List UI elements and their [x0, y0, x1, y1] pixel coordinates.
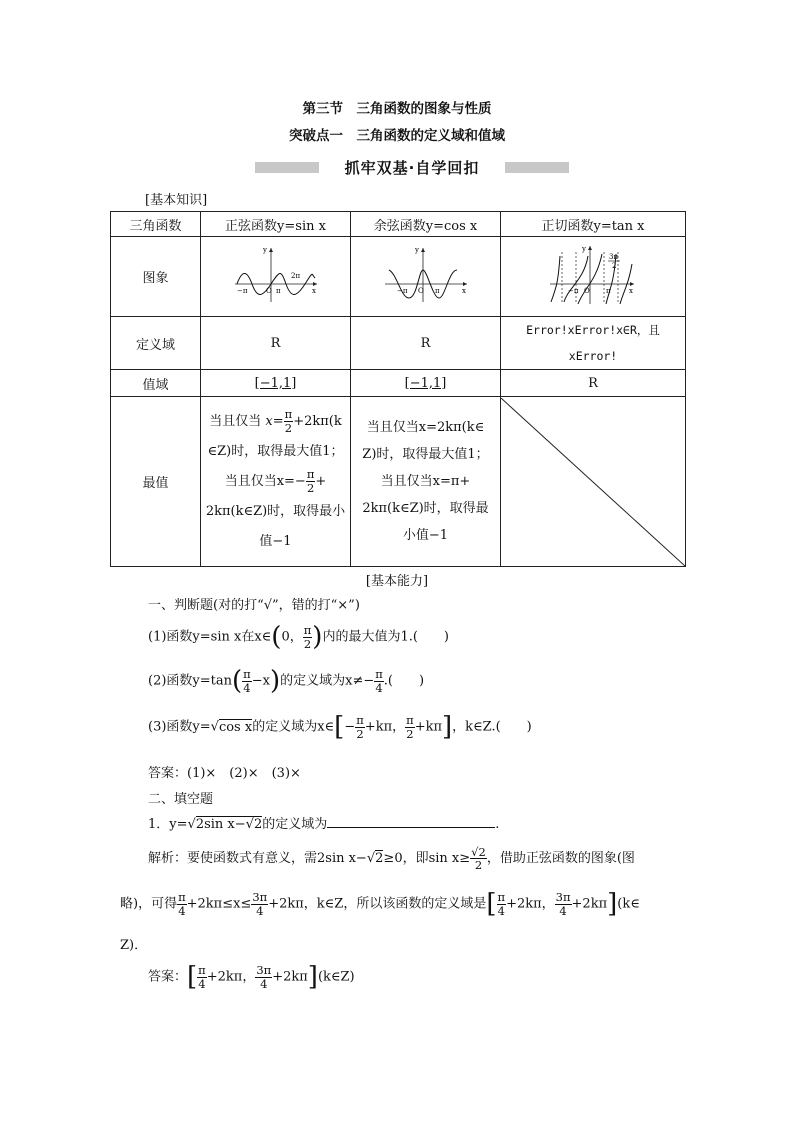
graph-row [111, 237, 686, 317]
denominator: 2 [284, 420, 293, 435]
numerator: π [306, 467, 315, 482]
text: (1)函数y=sin x在x∈ [148, 629, 272, 645]
domain-cell: R [351, 317, 501, 370]
text: ，借助正弦函数的图象(图 [486, 851, 635, 867]
denominator: 2 [406, 726, 414, 741]
pi-label: π [275, 286, 281, 295]
text: +kπ， [364, 719, 406, 735]
numerator: 3π [555, 890, 571, 905]
origin-label: O [265, 286, 272, 295]
numerator: π [198, 963, 206, 978]
denominator: 4 [198, 976, 206, 991]
text: +2kπ [272, 969, 308, 985]
fraction [197, 964, 207, 989]
domain-tan-line2: xError! [568, 349, 618, 363]
denominator: 2 [306, 480, 315, 495]
neg-pi-label: −π [568, 286, 579, 295]
fraction [284, 408, 294, 433]
denominator: 4 [375, 680, 383, 695]
header-cell: 正弦函数y=sin x [201, 212, 351, 237]
tan-graph-cell [501, 237, 686, 317]
sine-graph [233, 246, 319, 304]
denominator: 4 [243, 680, 251, 695]
text: 2sin x− [195, 817, 246, 832]
two-label: 2 [612, 261, 617, 270]
header-cell: 正切函数y=tan x [501, 212, 686, 237]
row-label: 最值 [111, 397, 201, 567]
text: 当且仅当x=− [224, 473, 306, 489]
numerator: π [303, 623, 312, 638]
denominator: 4 [497, 903, 505, 918]
cosine-graph [383, 246, 469, 304]
banner [255, 157, 569, 177]
denominator: 2 [303, 636, 312, 651]
text: . [495, 817, 500, 832]
text: 答案： [148, 969, 188, 985]
header-cell: 余弦函数y=cos x [351, 212, 501, 237]
text: 内的最大值为1.( ) [322, 629, 449, 645]
y-label: y [582, 244, 586, 253]
pi-label: π [434, 286, 440, 295]
text: ≥0，即sin x≥ [383, 851, 471, 867]
text: (k∈Z) [317, 969, 355, 985]
text: 的定义域为x∈ [252, 719, 335, 735]
text: ，k∈Z.( ) [452, 719, 532, 735]
fraction [242, 668, 252, 693]
text: +2kπ，k∈Z，所以该函数的定义域是 [268, 896, 487, 912]
numerator: π [284, 407, 293, 422]
x-label: x [461, 286, 466, 295]
text: 的定义域为 [262, 817, 328, 832]
pi-label: π [606, 286, 611, 295]
text: +2kπ， [206, 969, 256, 985]
y-label: y [262, 245, 267, 254]
neg-pi-label: −π [396, 286, 407, 295]
denominator: 2 [474, 858, 483, 873]
fill-answer: 答案：[ $\frac{\pi}{4}$ +2kπ， $\frac{3\pi}{4}$ +2kπ](k∈Z) [148, 962, 355, 992]
domain-row [111, 317, 686, 370]
origin-label: O [584, 286, 590, 295]
three-pi-label: 3π [609, 252, 619, 261]
banner-text: 抓牢双基·自学回扣 [344, 159, 480, 177]
text: − [344, 719, 356, 735]
text: x= [265, 413, 284, 429]
text: 2 [253, 817, 263, 832]
denominator: 4 [260, 976, 268, 991]
trig-function-table [110, 211, 686, 567]
fraction [470, 846, 487, 871]
numerator: √2 [471, 845, 486, 859]
text: 0， [281, 629, 303, 645]
extrema-row [111, 397, 686, 567]
denominator: 4 [559, 903, 567, 918]
fill-q1: 1．y=√2sin x−√2的定义域为 . [148, 817, 500, 832]
fraction [177, 891, 187, 916]
fraction [555, 891, 572, 916]
x-label: x [629, 286, 633, 295]
text: 值−1 [259, 533, 292, 549]
denominator: 2 [356, 726, 364, 741]
numerator: π [375, 667, 383, 682]
fill-solution-line1: 解析：要使函数式有意义，需2sin x−√2≥0，即sin x≥ $\frac{√2}{2}$ ，借助正弦函数的图象(图 [148, 845, 635, 873]
answer-blank[interactable] [327, 815, 495, 828]
banner-right-bar [505, 162, 569, 173]
fraction [405, 714, 415, 739]
fraction [251, 891, 268, 916]
text: 略)，可得 [120, 896, 178, 912]
text: Z)时，取得最大值1； [362, 447, 489, 462]
table-header-row [111, 212, 686, 237]
text: 1．y= [148, 817, 188, 832]
denominator: 4 [256, 903, 264, 918]
extrema-tan-cell [501, 397, 686, 567]
text: +2kπ(k [293, 413, 342, 429]
domain-cell [501, 317, 686, 370]
text: 的定义域为x≠− [280, 673, 375, 689]
judge-q2: (2)函数y=tan( $\frac{\pi}{4}$ −x)的定义域为x≠− $\frac{\pi}{4}$ .( ) [148, 666, 425, 696]
fraction [497, 891, 507, 916]
numerator: 3π [256, 963, 272, 978]
numerator: π [243, 667, 251, 682]
judge-q1: (1)函数y=sin x在x∈(0， $\frac{\pi}{2}$ )内的最大值为1.( ) [148, 622, 449, 652]
range-cell: R [501, 370, 686, 397]
text: 当且仅当x=π+ [380, 474, 471, 489]
fill-heading: 二、填空题 [148, 792, 214, 807]
extrema-sin-cell [201, 397, 351, 567]
range-cell [351, 370, 501, 397]
sin-graph-cell [201, 237, 351, 317]
fraction [374, 668, 384, 693]
text: 2kπ(k∈Z)时，取得最 [362, 501, 489, 516]
judge-heading: 一、判断题(对的打“√”，错的打“×”) [148, 598, 360, 613]
text: 小值−1 [402, 528, 449, 543]
judge-q3: (3)函数y=√cos x的定义域为x∈[− $\frac{\pi}{2}$ +kπ， $\frac{\pi}{2}$ +kπ]，k∈Z.( ) [148, 712, 532, 742]
section-title: 第三节 三角函数的图象与性质 [302, 101, 492, 117]
text: +kπ [414, 719, 443, 735]
fraction [303, 624, 313, 649]
tangent-graph [548, 244, 638, 306]
text: (2)函数y=tan [148, 673, 232, 689]
row-label: 定义域 [111, 317, 201, 370]
text: (k∈ [617, 896, 640, 912]
text: 2 [375, 851, 384, 867]
text: 当且仅当x=2kπ(k∈ [366, 420, 485, 435]
header-cell: 三角函数 [111, 212, 201, 237]
row-label: 值域 [111, 370, 201, 397]
domain-tan-line1: Error!xError!x∈R，且 [526, 323, 660, 337]
diagonal-slash [501, 398, 685, 566]
domain-cell: R [201, 317, 351, 370]
origin-label: O [417, 286, 424, 295]
extrema-cos-cell [351, 397, 501, 567]
numerator: π [178, 890, 186, 905]
fill-solution-line2: 略)，可得 $\frac{\pi}{4}$ +2kπ≤x≤ $\frac{3\pi}{4}$ +2kπ，k∈Z，所以该函数的定义域是[ $\frac{\pi}{4}$ +2kπ， $\frac{3\pi}{4}$ +2kπ](k∈ [120, 889, 640, 919]
cos-graph-cell [351, 237, 501, 317]
banner-left-bar [255, 162, 319, 173]
text: 2kπ(k∈Z)时，取得最小 [205, 503, 346, 519]
numerator: π [497, 890, 506, 905]
judge-answer: 答案：(1)× (2)× (3)× [148, 766, 301, 781]
text: +2kπ [571, 896, 608, 912]
numerator: π [356, 713, 364, 728]
subsection-title: 突破点一 三角函数的定义域和值域 [289, 128, 505, 144]
row-label: 图象 [111, 237, 201, 317]
neg-pi-label: −π [236, 286, 247, 295]
fraction [255, 964, 272, 989]
basic-knowledge-label: [基本知识] [145, 193, 208, 208]
text: + [315, 473, 327, 489]
two-pi-label: 2π [290, 271, 300, 280]
text: 解析：要使函数式有意义，需2sin x− [148, 851, 367, 867]
text: (3)函数y= [148, 719, 211, 735]
basic-ability-label: [基本能力] [365, 574, 429, 589]
range-row [111, 370, 686, 397]
fraction [355, 714, 365, 739]
sqrt-radicand: cos x [218, 719, 253, 735]
text: +2kπ≤x≤ [186, 896, 252, 912]
y-label: y [414, 245, 419, 254]
range-sin: [−1,1] [254, 375, 297, 391]
text: −x [251, 673, 270, 689]
range-cos: [−1,1] [404, 375, 447, 391]
fraction [306, 468, 316, 493]
text: .( ) [383, 673, 425, 689]
text: ∈Z)时，取得最大值1； [207, 443, 344, 459]
numerator: π [406, 713, 414, 728]
denominator: 4 [178, 903, 186, 918]
range-cell [201, 370, 351, 397]
x-label: x [311, 286, 316, 295]
text: +2kπ， [506, 896, 555, 912]
numerator: 3π [252, 890, 268, 905]
fill-solution-line3: Z)． [120, 938, 148, 953]
text: 当且仅当 [209, 413, 262, 429]
